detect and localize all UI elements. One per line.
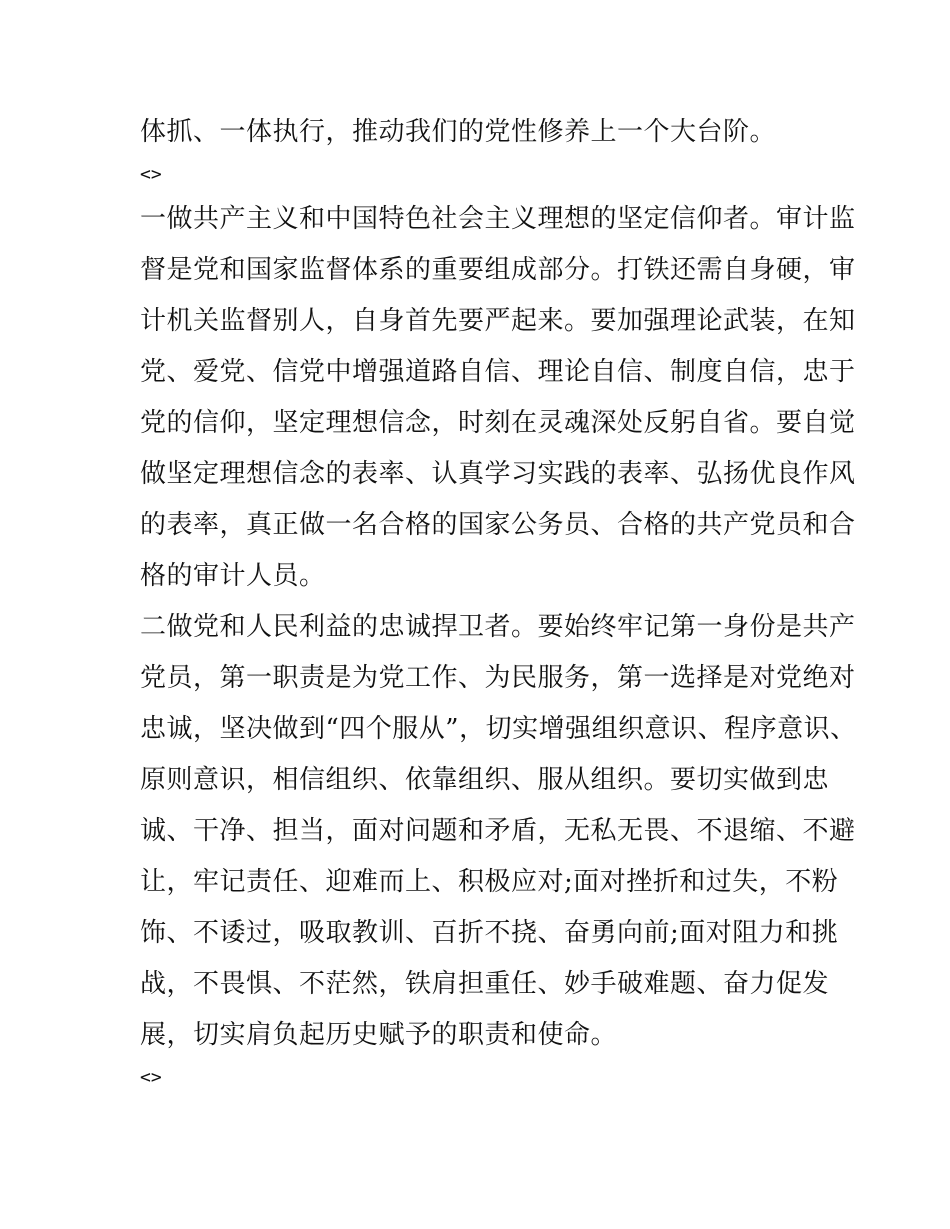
text-line: 的表率，真正做一名合格的国家公务员、合格的共产党员和合: [140, 510, 856, 540]
text-line: 做坚定理想信念的表率、认真学习实践的表率、弘扬优良作风: [140, 459, 856, 489]
text-line: 计机关监督别人，自身首先要严起来。要加强理论武装，在知: [140, 306, 856, 336]
text-line: 饰、不诿过，吸取教训、百折不挠、奋勇向前;面对阻力和挑: [140, 918, 839, 948]
text-line: 让，牢记责任、迎难而上、积极应对;面对挫折和过失，不粉: [140, 867, 839, 897]
text-line: 格的审计人员。: [140, 561, 326, 591]
separator-marker: <>: [140, 164, 162, 185]
text-line: 忠诚，坚决做到“四个服从”，切实增强组织意识、程序意识、: [140, 714, 857, 744]
text-line: 一做共产主义和中国特色社会主义理想的坚定信仰者。审计监: [140, 204, 856, 234]
text-line: 二做党和人民利益的忠诚捍卫者。要始终牢记第一身份是共产: [140, 612, 856, 642]
text-line: 原则意识，相信组织、依靠组织、服从组织。要切实做到忠: [140, 765, 830, 795]
separator-marker: <>: [140, 1067, 162, 1088]
text-line: 党员，第一职责是为党工作、为民服务，第一选择是对党绝对: [140, 663, 856, 693]
text-line: 党的信仰，坚定理想信念，时刻在灵魂深处反躬自省。要自觉: [140, 408, 856, 438]
text-line: 党、爱党、信党中增强道路自信、理论自信、制度自信，忠于: [140, 357, 856, 387]
text-line: 体抓、一体执行，推动我们的党性修养上一个大台阶。: [140, 117, 777, 147]
document-page: [140, 107, 857, 1097]
text-line: 督是党和国家监督体系的重要组成部分。打铁还需自身硬，审: [140, 255, 856, 285]
text-line: 诚、干净、担当，面对问题和矛盾，无私无畏、不退缩、不避: [140, 816, 856, 846]
text-line: 展，切实肩负起历史赋予的职责和使命。: [140, 1020, 618, 1050]
text-line: 战，不畏惧、不茫然，铁肩担重任、妙手破难题、奋力促发: [140, 969, 830, 999]
paragraph-one: [140, 194, 856, 602]
paragraph-two: [140, 602, 857, 1061]
intro-paragraph: [140, 107, 812, 158]
